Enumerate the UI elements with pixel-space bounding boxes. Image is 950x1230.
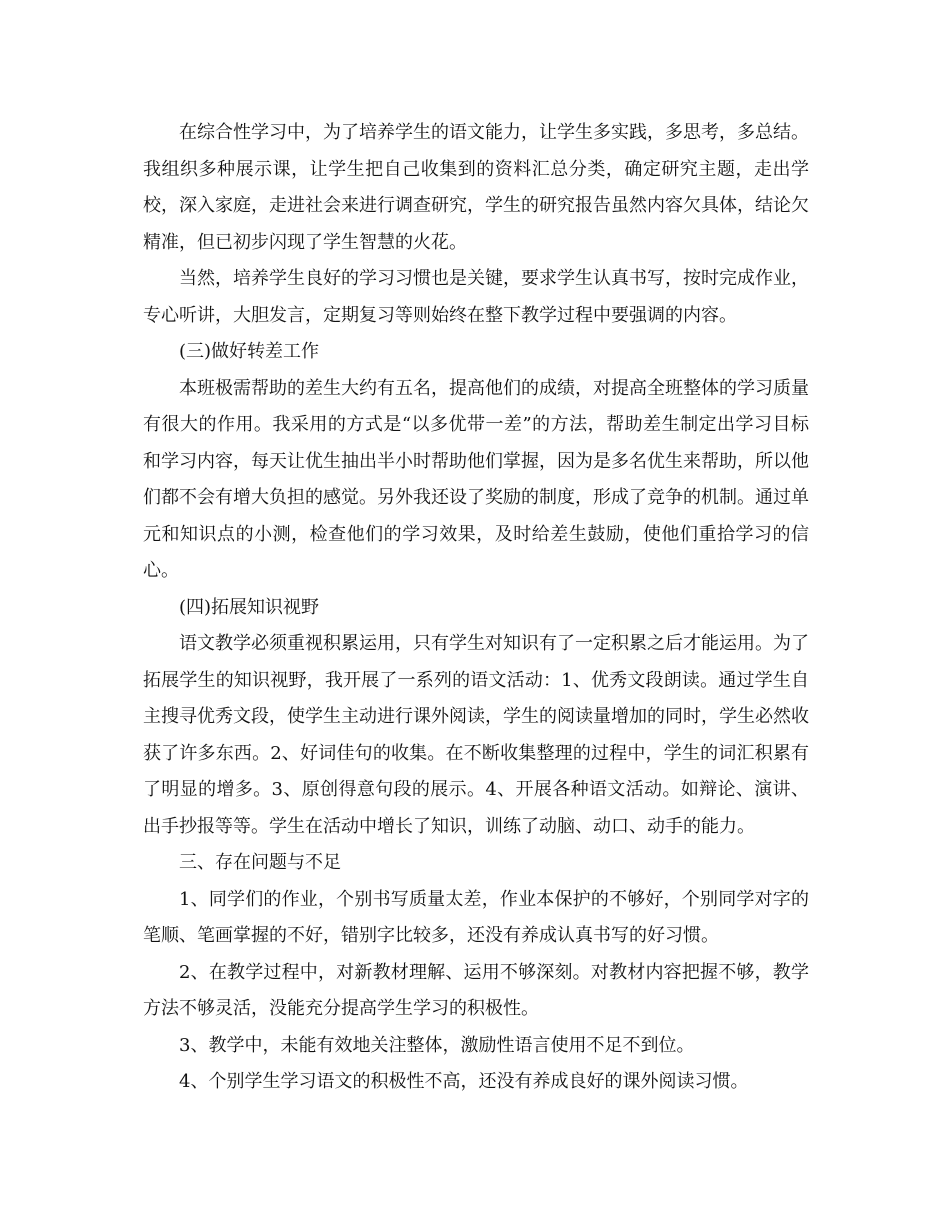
section-heading-3: (三)做好转差工作 [179,341,320,362]
paragraph-helping-students: 本班极需帮助的差生大约有五名，提高他们的成绩，对提高全班整体的学习质量有很大的作用。我采用的方式是“以多优带一差”的方法，帮助差生制定出学习目标和学习内容，每天让优生抽出半小时帮助他们掌握，因为是多名优生来帮助，所以他们都不会有增大负担的感觉。另外我还设了奖励的制度，形成了竞争的机制。通过单元和知识点的小测，检查他们的学习效果，及时给差生鼓励，使他们重拾学习的信心。 [143,377,809,581]
section-heading-problems: 三、存在问题与不足 [179,852,341,873]
paragraph-study-habits: 当然，培养学生良好的学习习惯也是关键，要求学生认真书写，按时完成作业，专心听讲，大胆发言，定期复习等则始终在整下教学过程中要强调的内容。 [143,268,809,326]
document-body [143,115,809,1101]
section-heading-4: (四)拓展知识视野 [179,596,320,618]
problem-item-4: 4、个别学生学习语文的积极性不高，还没有养成良好的课外阅读习惯。 [179,1071,749,1092]
paragraph-comprehensive-learning: 在综合性学习中，为了培养学生的语文能力，让学生多实践，多思考，多总结。我组织多种展示课，让学生把自己收集到的资料汇总分类，确定研究主题，走出学校，深入家庭，走进社会来进行调查研究，学生的研究报告虽然内容欠具体，结论欠精准，但已初步闪现了学生智慧的火花。 [143,122,809,253]
problem-item-2: 2、在教学过程中，对新教材理解、运用不够深刻。对教材内容把握不够，教学方法不够灵活，没能充分提高学生学习的积极性。 [143,961,809,1019]
paragraph-expand-knowledge: 语文教学必须重视积累运用，只有学生对知识有了一定积累之后才能运用。为了拓展学生的知识视野，我开展了一系列的语文活动：1、优秀文段朗读。通过学生自主搜寻优秀文段，使学生主动进行课外阅读，学生的阅读量增加的同时，学生必然收获了许多东西。2、好词佳句的收集。在不断收集整理的过程中，学生的词汇积累有了明显的增多。3、原创得意句段的展示。4、开展各种语文活动。如辩论、演讲、出手抄报等等。学生在活动中增长了知识，训练了动脑、动口、动手的能力。 [143,633,809,837]
problem-item-3: 3、教学中，未能有效地关注整体，激励性语言使用不足不到位。 [179,1034,695,1056]
problem-item-1: 1、同学们的作业，个别书写质量太差，作业本保护的不够好，个别同学对字的笔顺、笔画掌握的不好，错别字比较多，还没有养成认真书写的好习惯。 [143,888,809,946]
